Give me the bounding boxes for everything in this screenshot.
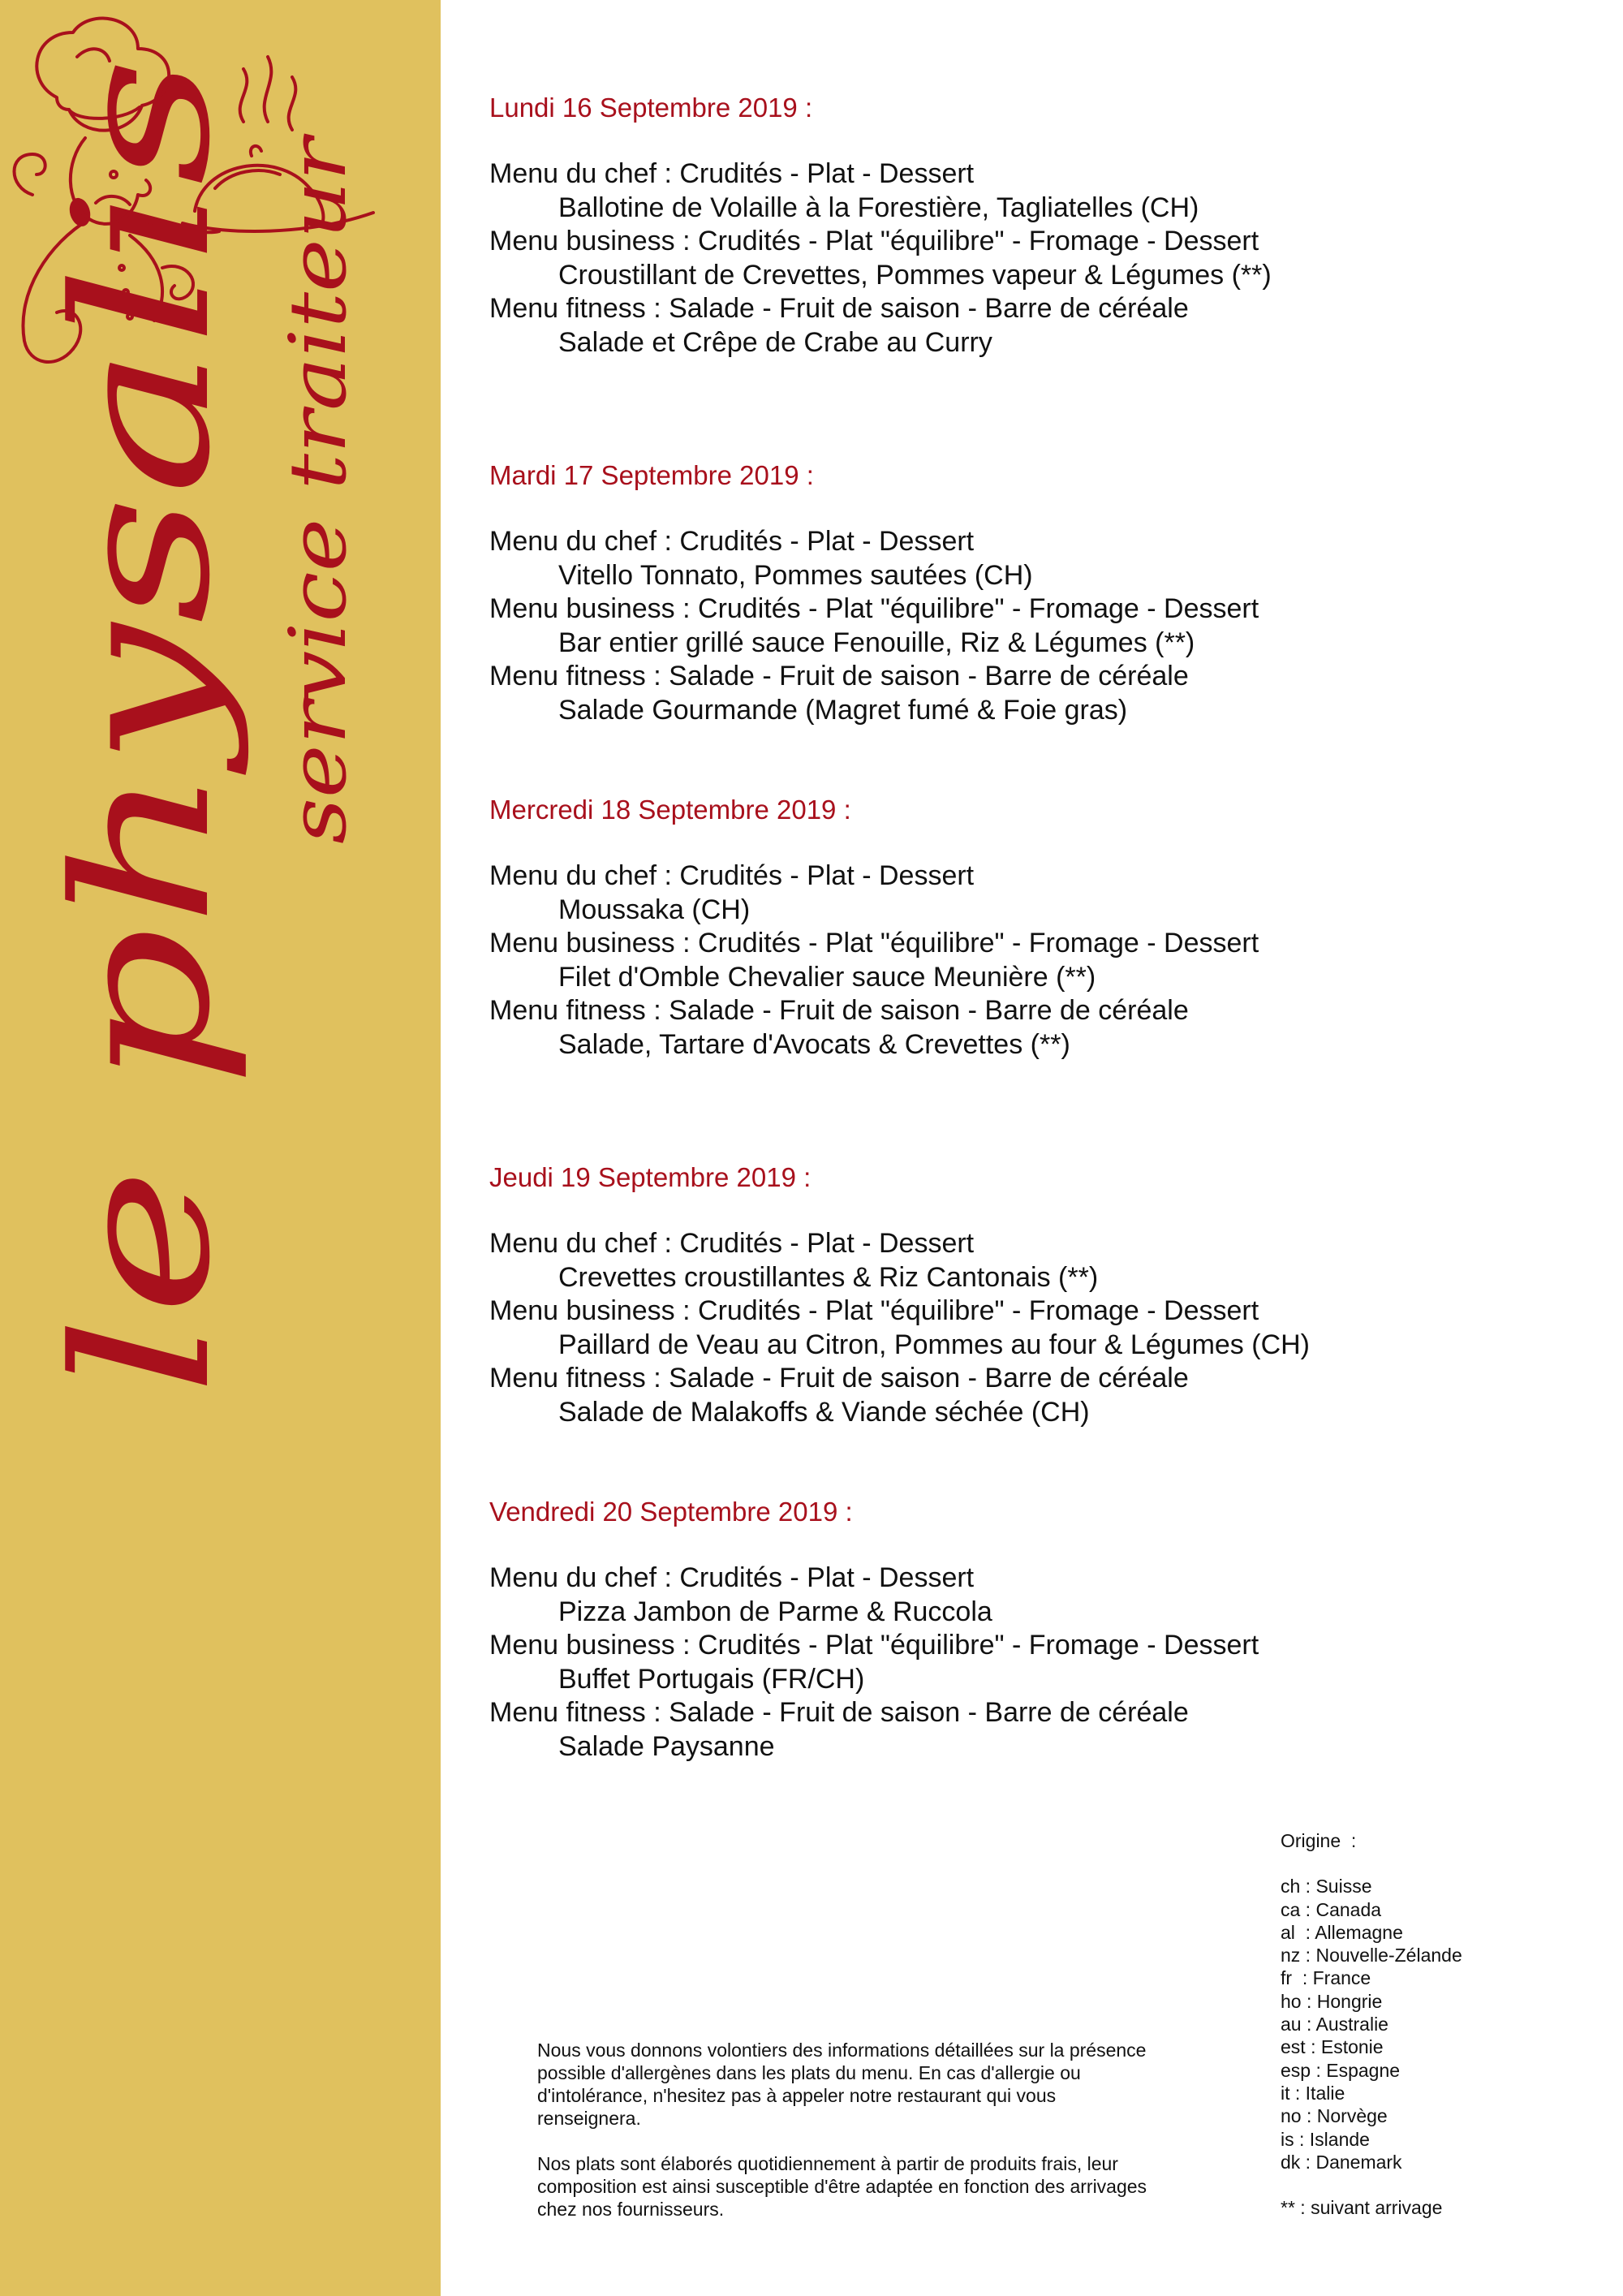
origin-entry: al : Allemagne — [1281, 1921, 1403, 1943]
origin-entry: is : Islande — [1281, 2128, 1370, 2150]
menu-chef-line: Menu du chef : Crudités - Plat - Dessert — [489, 1228, 975, 1259]
menu-chef-line: Menu du chef : Crudités - Plat - Dessert — [489, 1562, 975, 1593]
allergen-notice — [537, 2039, 1154, 2221]
origin-entry: est : Estonie — [1281, 2036, 1384, 2058]
day-title: Jeudi 19 Septembre 2019 : — [489, 1162, 812, 1192]
origin-entry: no : Norvège — [1281, 2105, 1388, 2127]
menu-fitness-line: Menu fitness : Salade - Fruit de saison - Barre de céréale — [489, 1363, 1189, 1394]
day-section — [489, 91, 1479, 360]
brand-sidebar — [0, 0, 441, 2296]
menu-list — [489, 1562, 1479, 1764]
menu-fitness-dish: Salade Paysanne — [558, 1730, 775, 1762]
menu-business-line: Menu business : Crudités - Plat "équilibre" - Fromage - Dessert — [489, 1295, 1259, 1326]
origin-entry: esp : Espagne — [1281, 2059, 1401, 2081]
menu-business-dish: Filet d'Omble Chevalier sauce Meunière (**) — [558, 961, 1096, 993]
day-title: Vendredi 20 Septembre 2019 : — [489, 1497, 853, 1527]
menu-chef-dish: Vitello Tonnato, Pommes sautées (CH) — [558, 559, 1033, 591]
menu-business-dish: Paillard de Veau au Citron, Pommes au four & Légumes (CH) — [558, 1329, 1311, 1360]
menu-fitness-dish: Salade de Malakoffs & Viande séchée (CH) — [558, 1396, 1090, 1428]
menu-list — [489, 525, 1479, 727]
menu-business-line: Menu business : Crudités - Plat "équilibre" - Fromage - Dessert — [489, 1630, 1259, 1661]
allergen-paragraph: Nous vous donnons volontiers des informations détaillées sur la présence possible d'allergènes dans les plats du menu. En cas d'allergie ou d'intolérance, n'hesitez pas à appeler notre restaurant qui vous renseignera. — [537, 2040, 1147, 2129]
day-title: Mardi 17 Septembre 2019 : — [489, 460, 814, 490]
origin-entry: fr : France — [1281, 1967, 1371, 1989]
origin-entry: nz : Nouvelle-Zélande — [1281, 1945, 1462, 1966]
day-section — [489, 1161, 1479, 1429]
brand-tagline-logo: service traiteur — [273, 232, 364, 844]
menu-business-line: Menu business : Crudités - Plat "équilibre" - Fromage - Dessert — [489, 226, 1259, 256]
menu-chef-dish: Moussaka (CH) — [558, 894, 751, 925]
menu-business-dish: Bar entier grillé sauce Fenouille, Riz & Légumes (**) — [558, 627, 1195, 658]
menu-fitness-dish: Salade et Crêpe de Crabe au Curry — [558, 326, 992, 358]
origin-entry: ho : Hongrie — [1281, 1990, 1383, 2012]
menu-chef-line: Menu du chef : Crudités - Plat - Dessert — [489, 860, 975, 891]
menu-fitness-line: Menu fitness : Salade - Fruit de saison - Barre de céréale — [489, 293, 1189, 324]
arrival-note: ** : suivant arrivage — [1281, 2197, 1443, 2219]
menu-business-line: Menu business : Crudités - Plat "équilibre" - Fromage - Dessert — [489, 928, 1259, 958]
menu-business-line: Menu business : Crudités - Plat "équilibre" - Fromage - Dessert — [489, 593, 1259, 624]
menu-chef-dish: Pizza Jambon de Parme & Ruccola — [558, 1596, 992, 1627]
menu-list — [489, 157, 1479, 360]
menu-fitness-dish: Salade, Tartare d'Avocats & Crevettes (**) — [558, 1028, 1070, 1060]
origin-legend-title: Origine : — [1281, 1830, 1357, 1851]
menu-chef-line: Menu du chef : Crudités - Plat - Dessert — [489, 158, 975, 189]
menu-fitness-line: Menu fitness : Salade - Fruit de saison - Barre de céréale — [489, 995, 1189, 1026]
menu-fitness-line: Menu fitness : Salade - Fruit de saison - Barre de céréale — [489, 1697, 1189, 1728]
menu-chef-line: Menu du chef : Crudités - Plat - Dessert — [489, 526, 975, 557]
origin-legend — [1281, 1829, 1605, 2219]
day-section — [489, 459, 1479, 727]
freshness-paragraph: Nos plats sont élaborés quotidiennement à partir de produits frais, leur composition est ainsi susceptible d'être adaptée en fonction des arrivages chez nos fournisseurs. — [537, 2153, 1147, 2220]
brand-name-logo: le physalis — [35, 398, 252, 1396]
day-title: Mercredi 18 Septembre 2019 : — [489, 795, 851, 825]
day-section — [489, 1495, 1479, 1764]
day-title: Lundi 16 Septembre 2019 : — [489, 93, 813, 123]
day-section — [489, 793, 1479, 1062]
origin-entry: ca : Canada — [1281, 1898, 1382, 1920]
menu-chef-dish: Crevettes croustillantes & Riz Cantonais (**) — [558, 1261, 1099, 1293]
menu-business-dish: Buffet Portugais (FR/CH) — [558, 1663, 865, 1695]
chef-illustration — [0, 0, 406, 381]
origin-entry: it : Italie — [1281, 2082, 1345, 2104]
menu-list — [489, 1227, 1479, 1429]
menu-fitness-line: Menu fitness : Salade - Fruit de saison - Barre de céréale — [489, 661, 1189, 691]
origin-entry: dk : Danemark — [1281, 2151, 1402, 2173]
origin-entry: ch : Suisse — [1281, 1876, 1372, 1898]
origin-entry: au : Australie — [1281, 2014, 1388, 2035]
menu-chef-dish: Ballotine de Volaille à la Forestière, Tagliatelles (CH) — [558, 192, 1199, 223]
menu-fitness-dish: Salade Gourmande (Magret fumé & Foie gras) — [558, 694, 1128, 726]
menu-business-dish: Croustillant de Crevettes, Pommes vapeur & Légumes (**) — [558, 259, 1272, 291]
menu-list — [489, 859, 1479, 1062]
